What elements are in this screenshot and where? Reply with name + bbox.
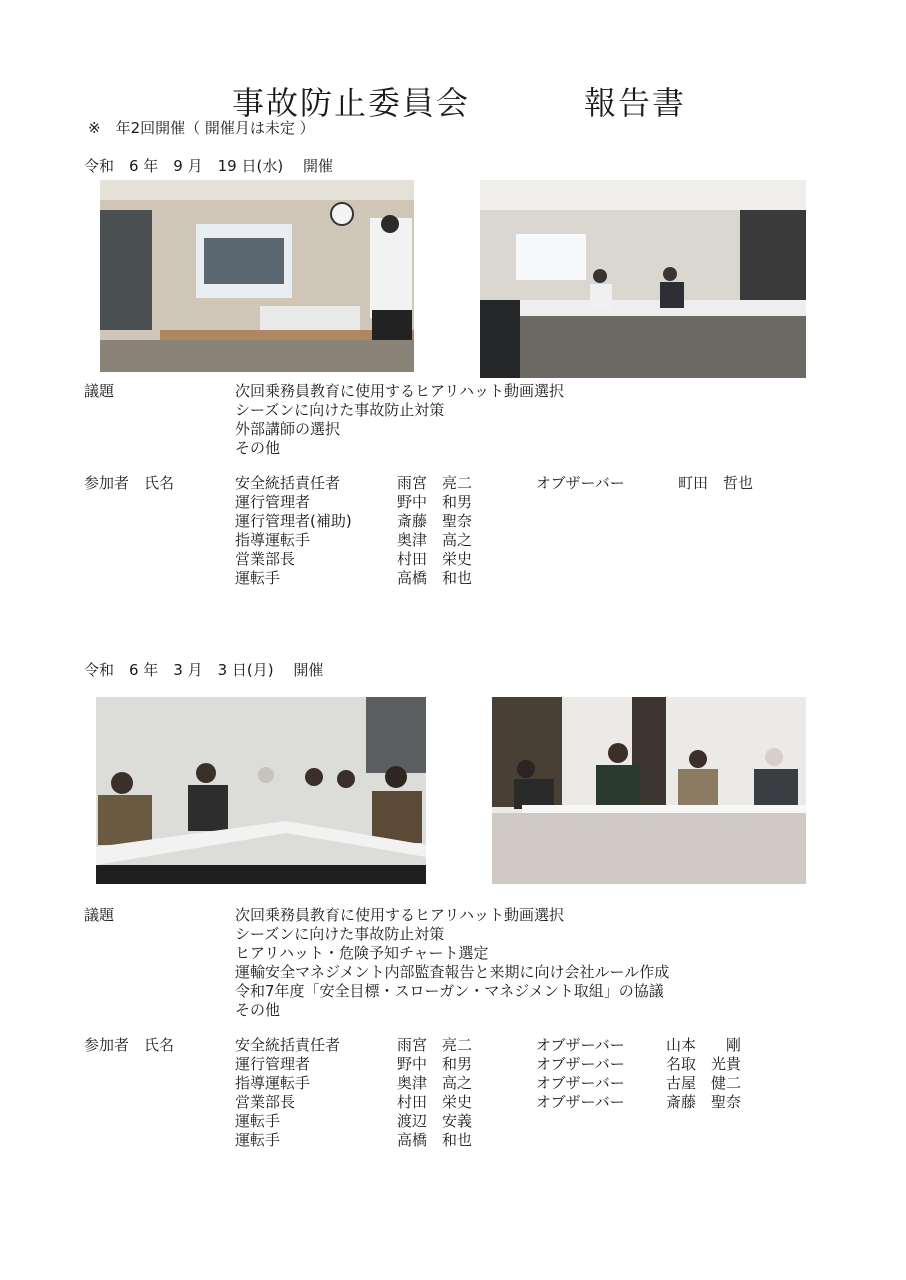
participant-role: 指導運転手 (235, 1074, 311, 1092)
observer-name: 斎藤 聖奈 (666, 1093, 742, 1111)
agenda-item: ヒアリハット・危険予知チャート選定 (235, 944, 489, 962)
meeting-photo-presentation (100, 180, 414, 372)
observer-roles (536, 474, 625, 493)
observer-names (666, 1036, 741, 1112)
agenda-item: 外部講師の選択 (235, 420, 341, 438)
agenda-list (235, 382, 564, 458)
participant-role: 運行管理者(補助) (235, 512, 352, 530)
participants-label: 参加者 氏名 (84, 1036, 175, 1054)
participant-name: 雨宮 亮二 (397, 1036, 473, 1054)
participant-roles (235, 474, 352, 588)
participant-name: 渡辺 安義 (397, 1112, 473, 1130)
participant-role: 運転手 (235, 569, 281, 587)
agenda-item: シーズンに向けた事故防止対策 (235, 925, 445, 943)
participant-name: 雨宮 亮二 (397, 474, 473, 492)
participant-roles (235, 1036, 340, 1150)
agenda-label: 議題 (84, 906, 115, 924)
participant-name: 高橋 和也 (397, 1131, 473, 1149)
participant-name: 野中 和男 (397, 1055, 473, 1073)
agenda-item: 次回乗務員教育に使用するヒアリハット動画選択 (235, 382, 564, 400)
participant-name: 村田 栄史 (397, 1093, 473, 1111)
participant-role: 営業部長 (235, 550, 296, 568)
observer-name: 古屋 健二 (666, 1074, 742, 1092)
observer-role: オブザーバー (536, 1036, 625, 1054)
observer-role: オブザーバー (536, 474, 625, 492)
agenda-item: その他 (235, 1001, 281, 1019)
meeting-date: 令和 6 年 3 月 3 日(月) 開催 (84, 661, 324, 679)
document-title-report: 報告書 (584, 84, 687, 122)
agenda-list (235, 906, 669, 1020)
observer-roles (536, 1036, 625, 1112)
meeting-photo-table-group (96, 697, 426, 884)
participant-role: 安全統括責任者 (235, 1036, 341, 1054)
participant-role: 営業部長 (235, 1093, 296, 1111)
participant-role: 運転手 (235, 1112, 281, 1130)
participant-name: 斎藤 聖奈 (397, 512, 473, 530)
participant-names (397, 474, 472, 588)
agenda-item: 次回乗務員教育に使用するヒアリハット動画選択 (235, 906, 564, 924)
observer-role: オブザーバー (536, 1055, 625, 1073)
meeting-photo-participants (480, 180, 806, 378)
participant-role: 指導運転手 (235, 531, 311, 549)
meeting-date: 令和 6 年 9 月 19 日(水) 開催 (84, 157, 333, 175)
agenda-item: シーズンに向けた事故防止対策 (235, 401, 445, 419)
observer-name: 名取 光貴 (666, 1055, 742, 1073)
agenda-item: 令和7年度「安全目標・スローガン・マネジメント取組」の協議 (235, 982, 664, 1000)
participant-role: 運転手 (235, 1131, 281, 1149)
participant-name: 奥津 高之 (397, 531, 473, 549)
participant-role: 安全統括責任者 (235, 474, 341, 492)
participant-name: 奥津 高之 (397, 1074, 473, 1092)
agenda-label: 議題 (84, 382, 115, 400)
observer-role: オブザーバー (536, 1093, 625, 1111)
participant-name: 村田 栄史 (397, 550, 473, 568)
observer-names (678, 474, 753, 493)
schedule-note: ※ 年2回開催（ 開催月は未定 ） (88, 119, 315, 137)
agenda-item: 運輸安全マネジメント内部監査報告と来期に向け会社ルール作成 (235, 963, 670, 981)
participant-name: 野中 和男 (397, 493, 473, 511)
participants-label: 参加者 氏名 (84, 474, 175, 492)
participant-role: 運行管理者 (235, 493, 311, 511)
participant-name: 高橋 和也 (397, 569, 473, 587)
observer-name: 山本 剛 (666, 1036, 742, 1054)
participant-role: 運行管理者 (235, 1055, 311, 1073)
observer-role: オブザーバー (536, 1074, 625, 1092)
participant-names (397, 1036, 472, 1150)
meeting-photo-seated-row (492, 697, 806, 884)
observer-name: 町田 哲也 (678, 474, 754, 492)
document-title: 事故防止委員会 (232, 84, 471, 122)
agenda-item: その他 (235, 439, 281, 457)
